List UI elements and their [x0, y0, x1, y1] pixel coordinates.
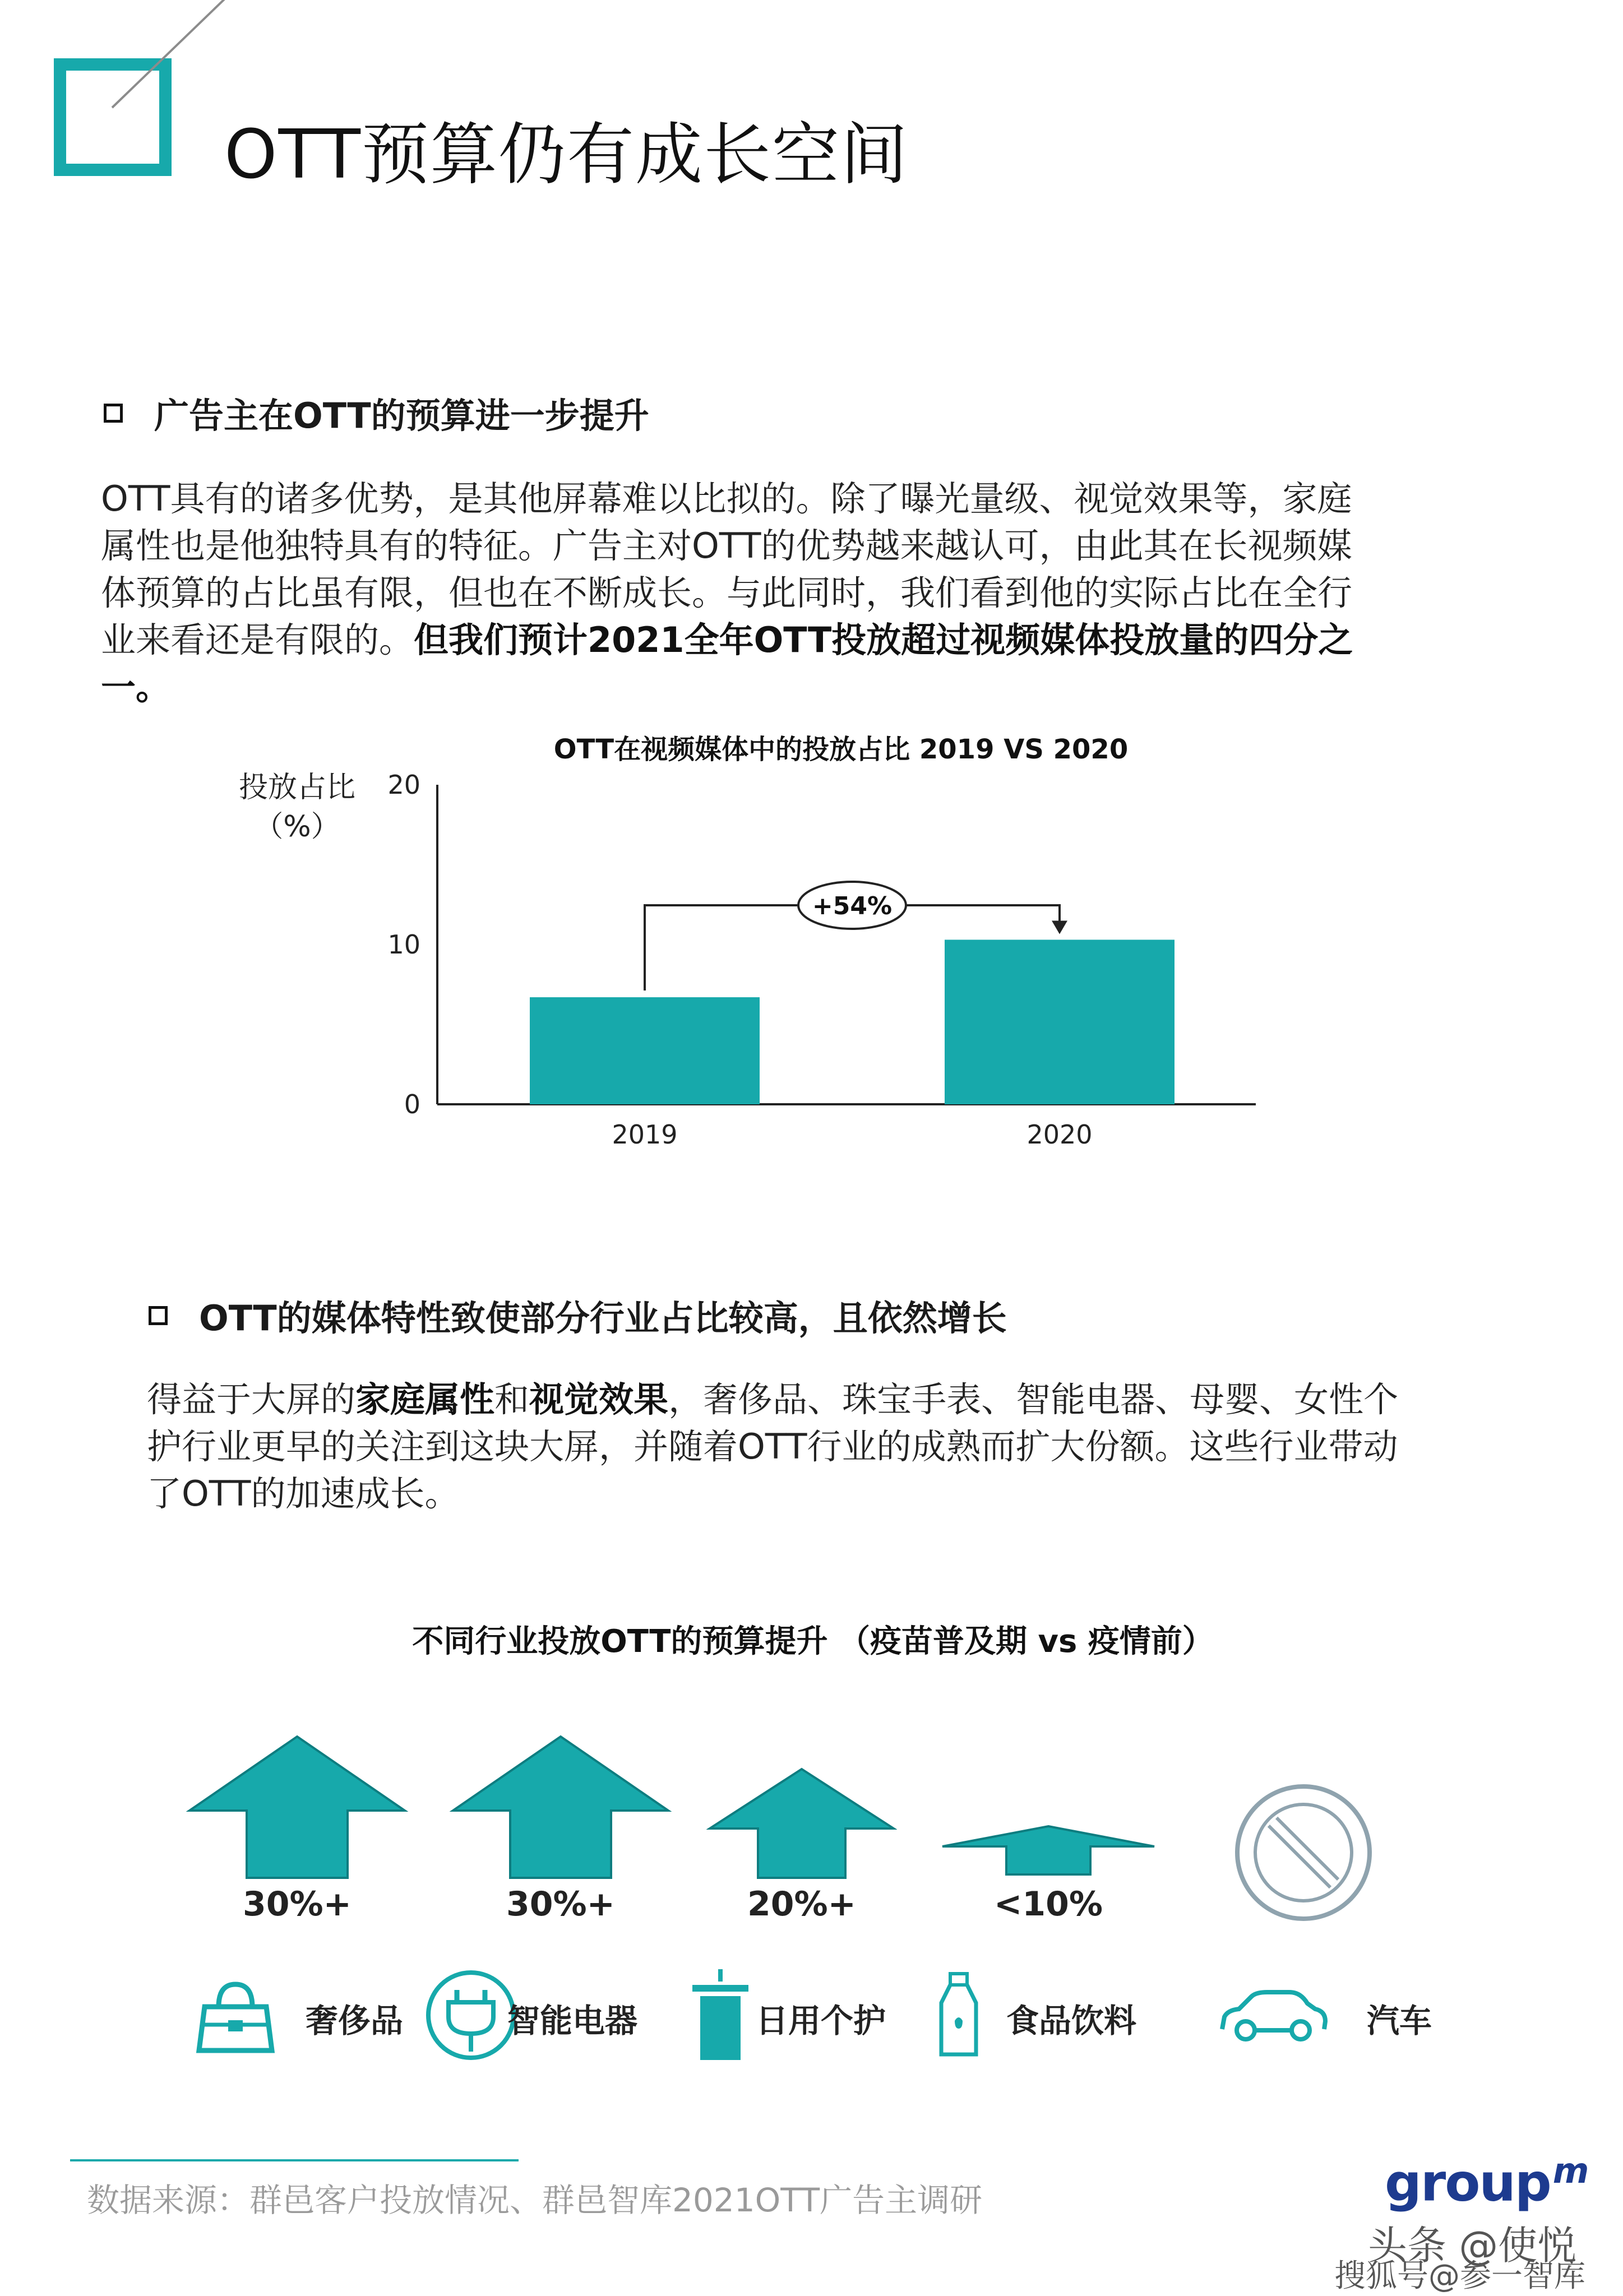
para-line — [101, 617, 1525, 664]
x-tick-label: 2019 — [612, 1119, 678, 1150]
para-line — [101, 664, 1525, 711]
groupm-logo — [1385, 2150, 1588, 2213]
para-line — [147, 1376, 1560, 1423]
up-arrow-icon — [706, 1766, 897, 1883]
handbag-icon — [193, 1973, 278, 2057]
x-tick-label: 2020 — [1026, 1119, 1093, 1150]
category-label: 日用个护 — [756, 2002, 886, 2040]
car-icon — [1217, 1984, 1329, 2046]
section1-heading-text: 广告主在OTT的预算进一步提升 — [154, 395, 649, 436]
source-note: 数据来源：群邑客户投放情况、群邑智库2021OTT广告主调研 — [87, 2181, 983, 2219]
category-label: 智能电器 — [507, 2002, 638, 2040]
category-label: 食品饮料 — [1006, 2002, 1137, 2040]
hanger-icon — [687, 1965, 754, 2063]
bar-chart — [336, 762, 1289, 1166]
bold-span: 视觉效果 — [529, 1379, 669, 1420]
growth-pct: 20%+ — [747, 1885, 856, 1924]
section1-heading — [104, 388, 649, 438]
para-line: OTT具有的诸多优势，是其他屏幕难以比拟的。除了曝光量级、视觉效果等，家庭 — [101, 478, 1352, 519]
chart-title: OTT在视频媒体中的投放占比 2019 VS 2020 — [553, 734, 1129, 765]
section2-paragraph — [147, 1376, 1560, 1517]
para-line: 护行业更早的关注到这块大屏，并随着OTT行业的成熟而扩大份额。这些行业带动 — [147, 1426, 1398, 1467]
up-arrow-icon — [448, 1732, 673, 1883]
category-label: 奢侈品 — [306, 2002, 404, 2040]
bottle-icon — [933, 1970, 984, 2060]
y-tick-label: 20 — [387, 770, 420, 800]
up-arrow-icon — [185, 1732, 409, 1883]
bar-2019 — [530, 997, 760, 1104]
y-axis-label-line2: （%） — [254, 810, 340, 844]
section2-heading-text: OTT的媒体特性致使部分行业占比较高，且依然增长 — [199, 1298, 1007, 1339]
header-square-icon — [54, 58, 172, 176]
source-divider — [70, 2159, 519, 2161]
y-tick-label: 0 — [404, 1089, 420, 1119]
growth-pct: 30%+ — [506, 1885, 615, 1924]
page-title: OTT预算仍有成长空间 — [224, 116, 909, 194]
text-span: 得益于大屏的 — [147, 1379, 356, 1420]
y-tick-label: 10 — [387, 929, 420, 960]
watermark-toutiao: 头条 @使悦 — [1368, 2223, 1577, 2269]
growth-pct: <10% — [994, 1885, 1103, 1924]
section2-heading — [149, 1290, 1007, 1340]
bracket-arrowhead — [1052, 920, 1067, 934]
bar-2020 — [945, 939, 1175, 1104]
text-span: 和 — [494, 1379, 530, 1420]
logo-sup: m — [1552, 2150, 1588, 2191]
watermark-sohu: 搜狐号@参一智库 — [1334, 2258, 1585, 2294]
logo-text: group — [1385, 2152, 1551, 2213]
bold-span: 家庭属性 — [355, 1379, 495, 1420]
plug-icon — [423, 1968, 519, 2063]
section1-paragraph — [101, 475, 1525, 711]
para-line: 体预算的占比虽有限，但也在不断成长。与此同时，我们看到他的实际占比在全行 — [101, 572, 1353, 613]
category-label: 汽车 — [1367, 2002, 1432, 2040]
text-span: ，奢侈品、珠宝手表、智能电器、母婴、女性个 — [668, 1379, 1399, 1420]
para-line: 属性也是他独特具有的特征。广告主对OTT的优势越来越认可，由此其在长视频媒 — [101, 525, 1352, 566]
y-axis-label-line1: 投放占比 — [238, 771, 355, 804]
para-line: 了OTT的加速成长。 — [147, 1473, 460, 1514]
growth-pct: 30%+ — [243, 1885, 352, 1924]
industry-title: 不同行业投放OTT的预算提升 （疫苗普及期 vs 疫情前） — [412, 1623, 1214, 1660]
square-bullet-icon — [149, 1306, 168, 1325]
square-bullet-icon — [104, 404, 123, 423]
growth-annotation: +54% — [812, 892, 893, 920]
para-line4-bold: 但我们预计2021全年OTT投放超过视频媒体投放量的四分之 — [414, 619, 1353, 660]
para-line4-plain: 业来看还是有限的。 — [101, 619, 414, 660]
up-arrow-icon — [939, 1823, 1158, 1879]
header-diagonal-line — [112, 0, 234, 108]
prohibited-icon — [1228, 1777, 1379, 1928]
para-line5-bold: 一。 — [101, 666, 171, 707]
